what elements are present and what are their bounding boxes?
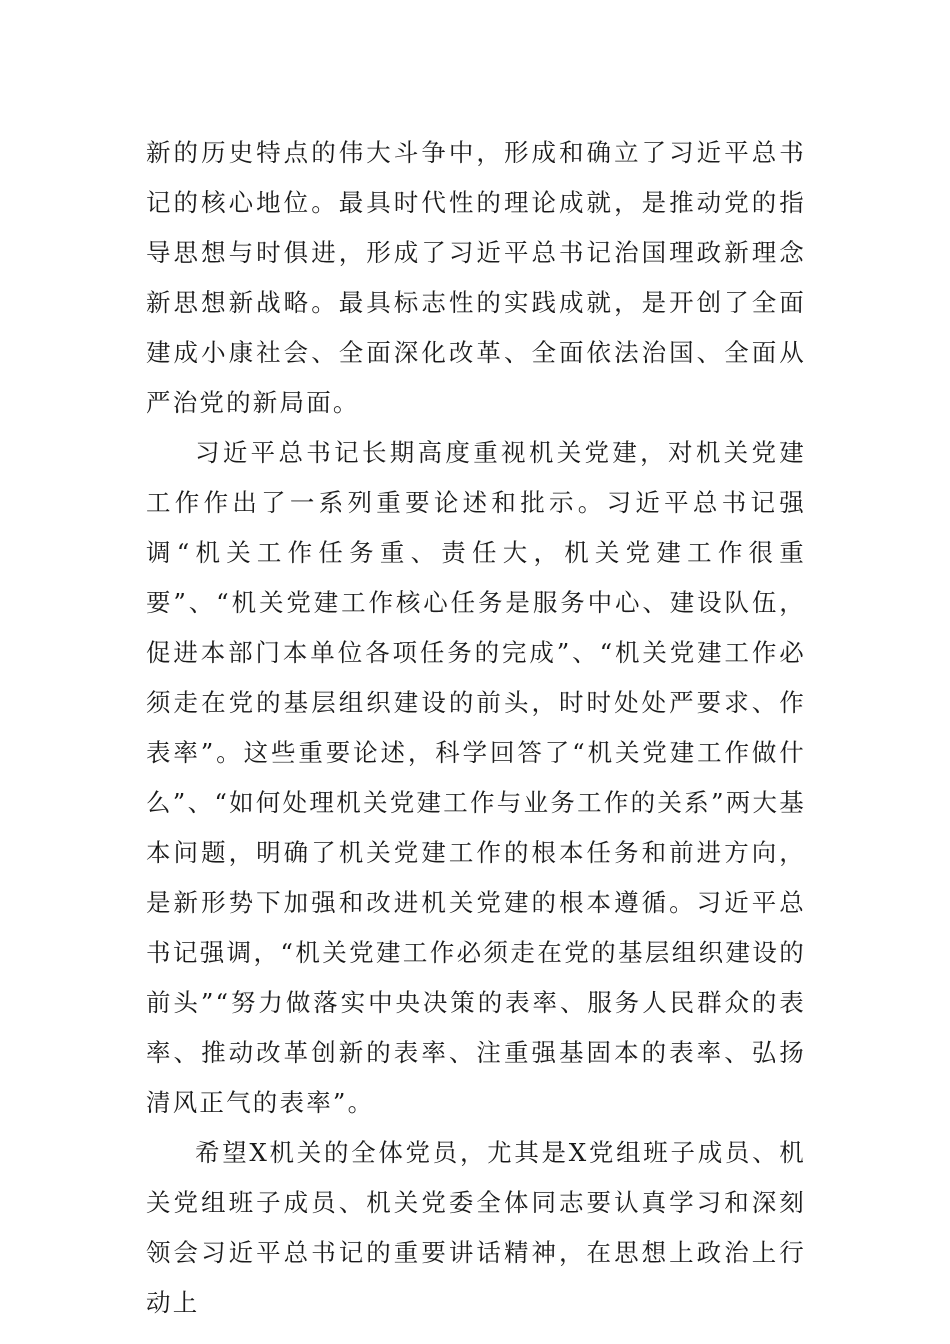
document-body <box>146 128 806 1328</box>
paragraph-continuation: 新的历史特点的伟大斗争中，形成和确立了习近平总书记的核心地位。最具时代性的理论成就，是推动党的指导思想与时俱进，形成了习近平总书记治国理政新理念新思想新战略。最具标志性的实践成就，是开创了全面建成小康社会、全面深化改革、全面依法治国、全面从严治党的新局面。 <box>146 138 806 417</box>
paragraph-expectation: 希望X机关的全体党员，尤其是X党组班子成员、机关党组班子成员、机关党委全体同志要认真学习和深刻领会习近平总书记的重要讲话精神，在思想上政治上行动上 <box>146 1138 806 1317</box>
paragraph-party-building: 习近平总书记长期高度重视机关党建，对机关党建工作作出了一系列重要论述和批示。习近平总书记强调“机关工作任务重、责任大，机关党建工作很重要”、“机关党建工作核心任务是服务中心、建设队伍，促进本部门本单位各项任务的完成”、“机关党建工作必须走在党的基层组织建设的前头，时时处处严要求、作表率”。这些重要论述，科学回答了“机关党建工作做什么”、“如何处理机关党建工作与业务工作的关系”两大基本问题，明确了机关党建工作的根本任务和前进方向，是新形势下加强和改进机关党建的根本遵循。习近平总书记强调，“机关党建工作必须走在党的基层组织建设的前头”“努力做落实中央决策的表率、服务人民群众的表率、推动改革创新的表率、注重强基固本的表率、弘扬清风正气的表率”。 <box>146 438 806 1117</box>
